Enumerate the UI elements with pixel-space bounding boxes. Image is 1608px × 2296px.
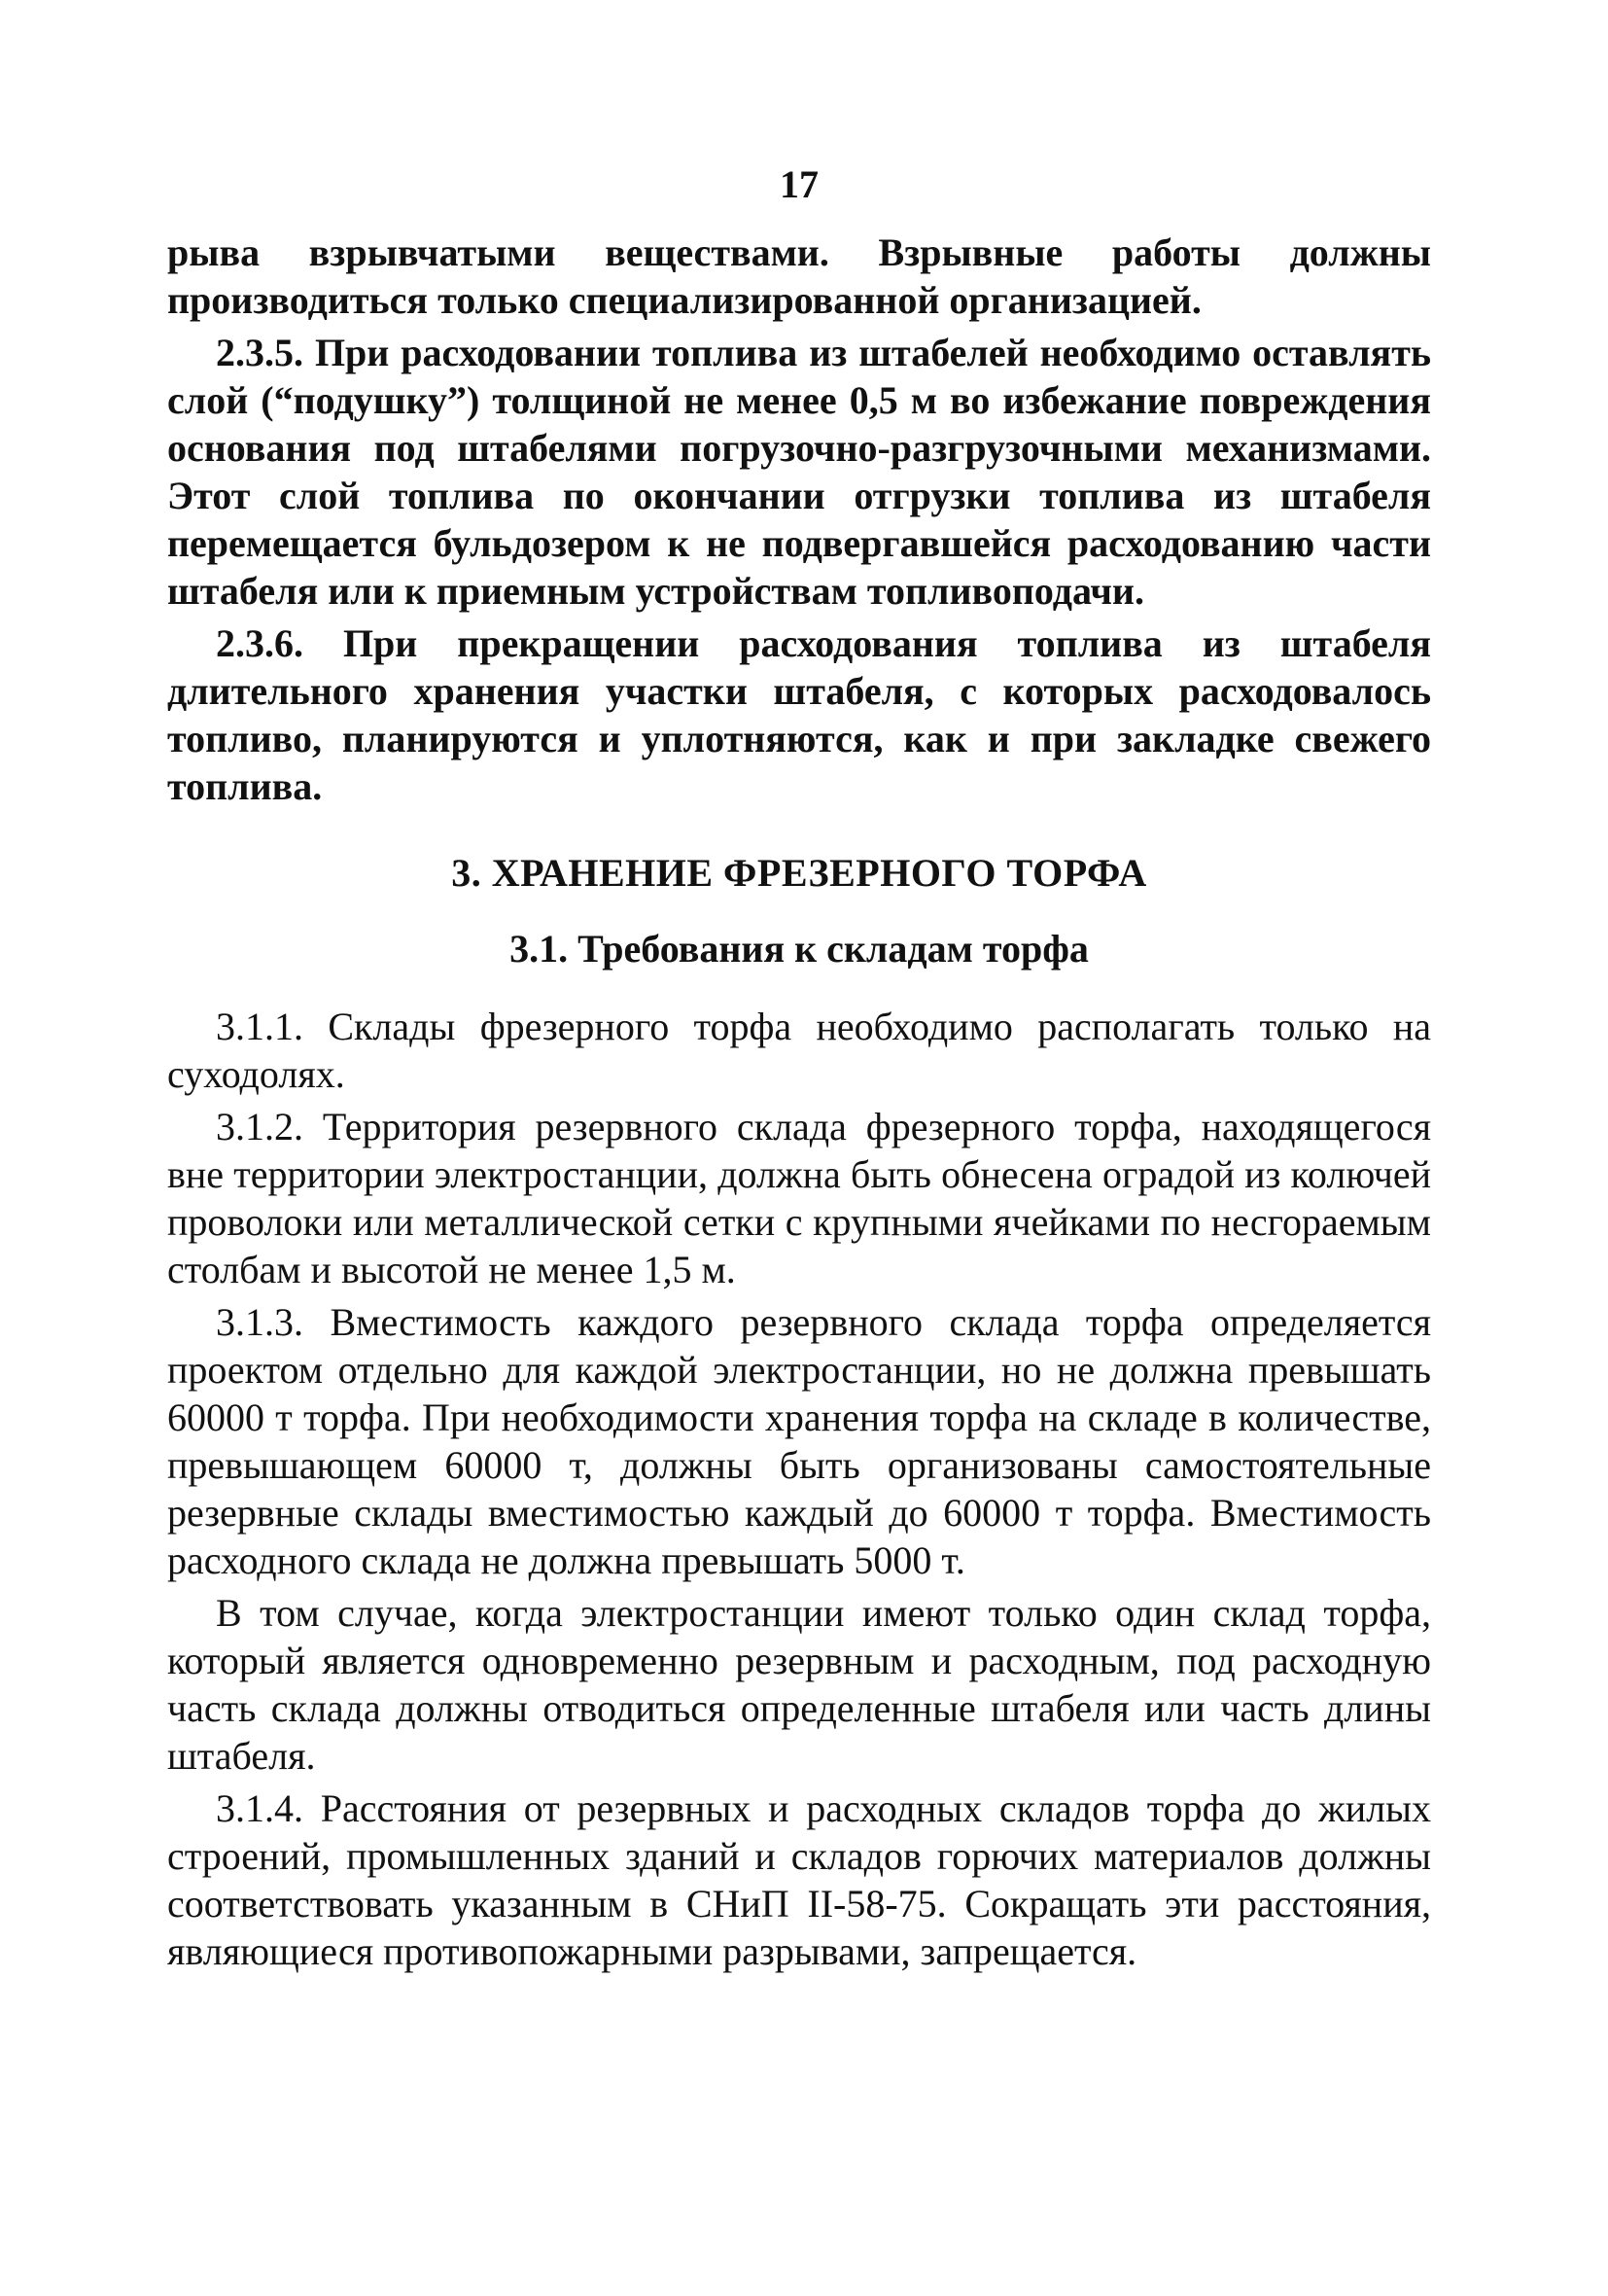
paragraph-continuation: рыва взрывчатыми веществами. Взрывные работы должны производиться только специализированной организацией. [167,230,1431,322]
section-body [167,1003,1431,1975]
paragraph-3-1-1: 3.1.1. Склады фрезерного торфа необходимо располагать только на суходолях. [167,1005,1431,1096]
paragraph-2-3-6: 2.3.6. При прекращении расходования топлива из штабеля длительного хранения участки штабеля, с которых расходовалось топливо, планируются и уплотняются, как и при закладке свежего топлива. [167,621,1431,808]
subsection-heading: 3.1. Требования к складам торфа [509,927,1089,971]
section-heading: 3. ХРАНЕНИЕ ФРЕЗЕРНОГО ТОРФА [451,851,1147,895]
paragraph-3-1-2: 3.1.2. Территория резервного склада фрезерного торфа, находящегося вне территории электростанции, должна быть обнесена оградой из колючей проволоки или металлической сетки с крупными ячейками по несгораемым столбам и высотой не менее 1,5 м. [167,1105,1431,1291]
paragraph-2-3-5: 2.3.5. При расходовании топлива из штабелей необходимо оставлять слой (“подушку”) толщиной не менее 0,5 м во избежание повреждения основания под штабелями погрузочно-разгрузочными механизмами. Этот слой топлива по окончании отгрузки топлива из штабеля перемещается бульдозером к не подвергавшейся расходованию части штабеля или к приемным устройствам топливоподачи. [167,331,1431,613]
paragraph-single-warehouse: В том случае, когда электростанции имеют только один склад торфа, который является одновременно резервным и расходным, под расходную часть склада должны отводиться определенные штабеля или часть длины штабеля. [167,1591,1431,1778]
paragraph-3-1-4: 3.1.4. Расстояния от резервных и расходных складов торфа до жилых строений, промышленных зданий и складов горючих материалов должны соответствовать указанным в СНиП II-58-75. Сокращать эти расстояния, являющиеся противопожарными разрывами, запрещается. [167,1786,1431,1973]
paragraph-3-1-3: 3.1.3. Вместимость каждого резервного склада торфа определяется проектом отдельно для каждой электростанции, но не должна превышать 60000 т торфа. При необходимости хранения торфа на складе в количестве, превышающем 60000 т, должны быть организованы самостоятельные резервные склады вместимостью каждый до 60000 т торфа. Вместимость расходного склада не должна превышать 5000 т. [167,1300,1431,1582]
page-number: 17 [780,162,819,206]
previous-section-continuation [167,229,1431,810]
document-page [167,160,1431,1980]
